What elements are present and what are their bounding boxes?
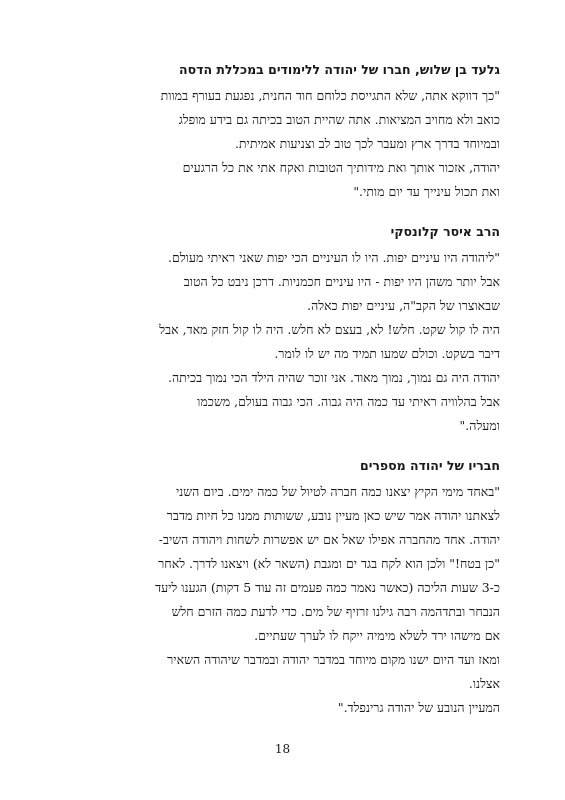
text-line: "כן בטח!" ולכן הוא לקח בגד ים ומגבת (השאר לא) ויצאנו לדרך. לאחר xyxy=(158,556,500,571)
section-heading: חבריו של יהודה מספרים xyxy=(360,458,500,473)
text-line: ומאז ועד היום ישנו מקום מיוחד במדבר יהודה ובמדבר שיהודה השאיר xyxy=(167,652,500,667)
text-line: המעיין הנובע של יהודה גרינפלד." xyxy=(337,700,500,715)
text-line: ומעלה." xyxy=(459,418,500,433)
text-line: אצלנו. xyxy=(468,676,500,691)
text-line: דיבר בשקט. וכולם שמעו תמיד מה יש לו לומר. xyxy=(274,346,500,361)
text-line: "כך דווקא אתה, שלא התגייסת כלוחם חוד החנית, נפגעת בעורף במוות xyxy=(160,88,500,103)
page-number: 18 xyxy=(274,742,291,756)
text-line: יהודה, אזכור אותך ואת מידותיך הטובות ואקח אתי את כל הרגעים xyxy=(182,160,500,175)
text-line: הנבחר ובתדהמה רבה גילנו זרזיף של מים. כדי לדעת כמה הזרם חלש xyxy=(171,604,500,619)
section-paragraph xyxy=(65,84,500,204)
text-line: ובמיוחד בדרך ארץ ומעבר לכך טוב לב וצניעות אמיתית. xyxy=(234,136,500,151)
text-line: "ליהודה היו עיניים יפות. היו לו העיניים הכי יפות שאני ראיתי מעולם. xyxy=(168,250,500,265)
text-line: יהודה היה גם נמוך, נמוך מאוד. אני זוכר שהיה הילד הכי נמוך בכיתה. xyxy=(167,370,500,385)
text-line: שבאוצרו של הקב"ה, עיניים יפות כאלה. xyxy=(307,298,500,313)
text-line: כואב ולא מחויב המציאות. אתה שהיית הטוב בכיתה גם בידע מופלג xyxy=(178,112,500,127)
section-heading: גלעד בן שלוש, חברו של יהודה ללימודים במכללת הדסה xyxy=(179,62,500,77)
text-line: יהודה. אחד מהחברה אפילו שאל אם יש אפשרות לשחות ויהודה השיב- xyxy=(158,532,500,547)
text-line: כ-3 שעות הליכה (כאשר נאמר כמה פעמים זה עוד 5 דקות) הגענו ליעד xyxy=(155,580,500,595)
section-rabbi xyxy=(65,222,500,438)
text-line: ואת תכול עינייך עד יום מותי." xyxy=(353,184,500,199)
text-line: לצאתנו יהודה אמר שיש כאן מעיין נובע, ששותות ממנו כל חיות מדבר xyxy=(166,508,500,523)
section-paragraph xyxy=(65,246,500,438)
text-line: היה לו קול שקט. חלש! לא, בעצם לא חלש. היה לו קול חזק מאד, אבל xyxy=(159,322,500,337)
text-line: אבל יותר משהן היו יפות - היו עיניים חכמניות. דרכן ניבט כל הטוב xyxy=(183,274,500,289)
text-line: "באחד מימי הקיץ יצאנו כמה חברה לטיול של כמה ימים. ביום השני xyxy=(175,484,500,499)
section-heading: הרב איסר קלונסקי xyxy=(390,224,500,239)
section-paragraph xyxy=(65,480,500,720)
section-friends xyxy=(65,456,500,720)
text-line: אם מישהו ירד לשלא מימיה ייקח לו לערך שעתיים. xyxy=(254,628,500,643)
text-line: אבל בהלוויה ראיתי עד כמה היה גבוה. הכי גבוה בעולם, משכמו xyxy=(197,394,500,409)
section-gilad xyxy=(65,60,500,204)
